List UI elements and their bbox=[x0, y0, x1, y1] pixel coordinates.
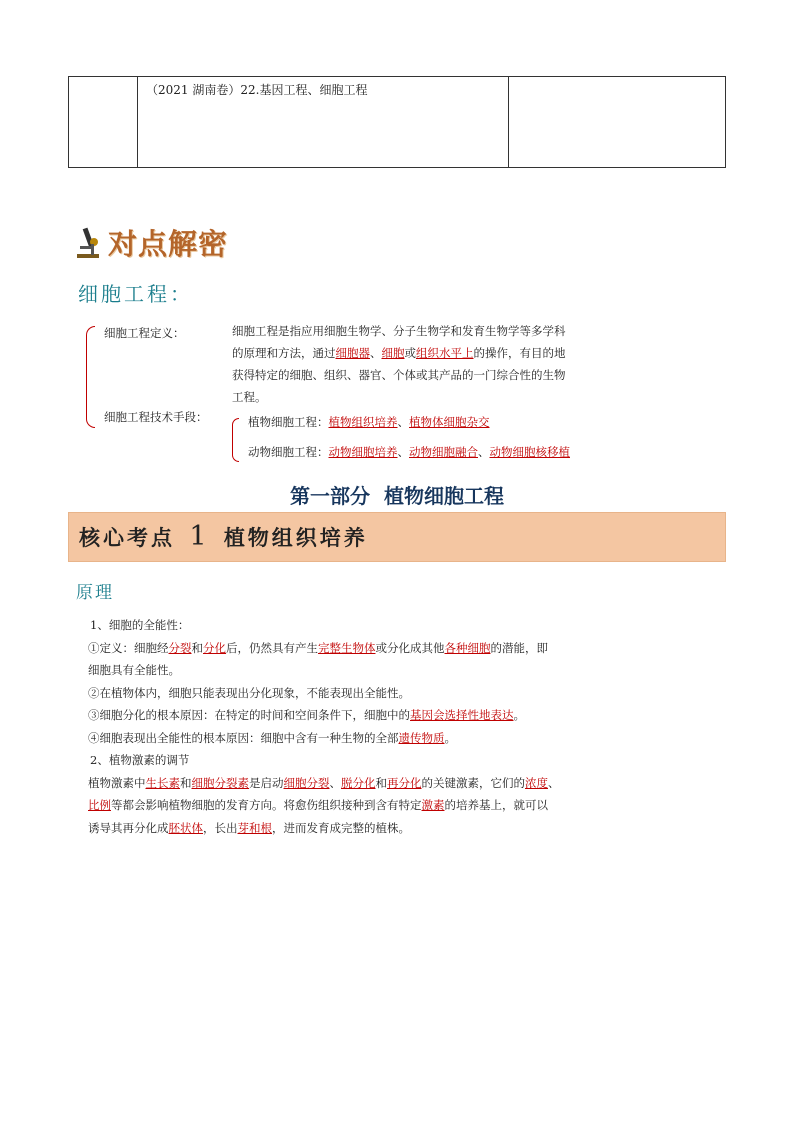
animal-methods: 动物细胞工程：动物细胞培养、动物细胞融合、动物细胞核移植 bbox=[248, 445, 570, 459]
definition-text: 细胞工程是指应用细胞生物学、分子生物学和发育生物学等多学科 的原理和方法，通过细胞器、细胞或组织水平上的操作，有目的地 获得特定的细胞、组织、器官、个体或其产品的一门综合性的生物 工程。 bbox=[232, 324, 566, 404]
tech-label: 细胞工程技术手段： bbox=[104, 410, 208, 424]
principle-heading: 原理 bbox=[76, 583, 114, 603]
brace bbox=[86, 326, 95, 428]
table-cell: （2021 湖南卷）22.基因工程、细胞工程 bbox=[138, 77, 509, 168]
table-cell bbox=[509, 77, 726, 168]
principle-body: 1、细胞的全能性： ①定义：细胞经分裂和分化后，仍然具有产生完整生物体或分化成其他各种细胞的潜能，即 细胞具有全能性。 ②在植物体内，细胞只能表现出分化现象，不能表现出全能性。 ③细胞分化的根本原因：在特定的时间和空间条件下，细胞中的基因会选择性地表达。 ④细胞表现出全能性的根本原因：细胞中含有一种生物的全部遗传物质。 2、植物激素的调节 植物激素中生长素和细胞分裂素是启动细胞分裂、脱分化和再分化的关键激素，它们的浓度、 比例等都会影响植物细胞的发育方向。将愈伤组织接种到含有特定激素的培养基上，就可以 诱导其再分化成胚状体，长出芽和根，进而发育成完整的植株。 bbox=[88, 618, 560, 835]
banner-title: 对点解密 bbox=[108, 227, 229, 261]
top-table bbox=[68, 76, 726, 168]
brace bbox=[232, 418, 239, 462]
plant-methods: 植物细胞工程：植物组织培养、植物体细胞杂交 bbox=[248, 415, 490, 429]
microscope-icon bbox=[74, 224, 104, 260]
def-label: 细胞工程定义： bbox=[104, 326, 185, 340]
part-title: 第一部分 植物细胞工程 bbox=[290, 484, 504, 508]
table-cell bbox=[69, 77, 138, 168]
section-title: 细胞工程： bbox=[78, 282, 193, 306]
core-box bbox=[68, 512, 726, 562]
core-box-title: 核心考点 1 植物组织培养 bbox=[79, 521, 368, 552]
